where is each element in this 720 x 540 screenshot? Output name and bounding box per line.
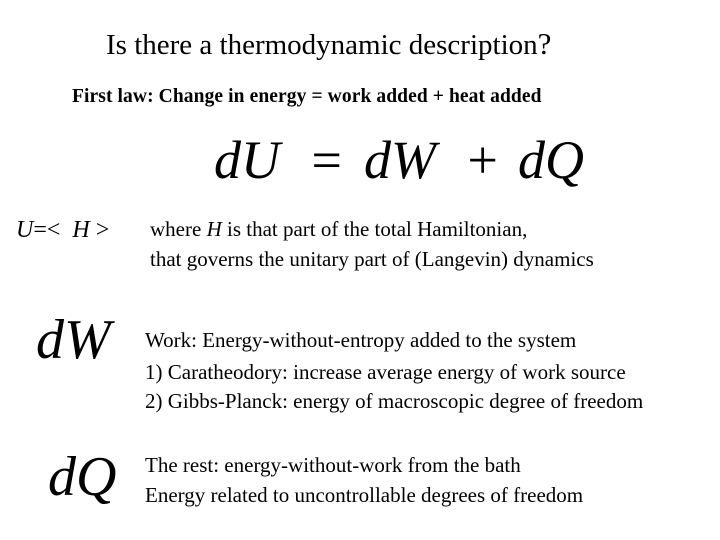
work-line-1: Work: Energy-without-entropy added to the system <box>145 328 577 352</box>
work-line-2: 1) Caratheodory: increase average energy of work source <box>145 360 626 384</box>
heat-line-2: Energy related to uncontrollable degrees of freedom <box>145 483 584 507</box>
work-description <box>145 323 643 416</box>
u-symbol: U <box>16 217 34 243</box>
title-question-mark: ? <box>537 26 552 61</box>
equation-dW: dW <box>364 130 436 190</box>
work-line-3: 2) Gibbs-Planck: energy of macroscopic degree of freedom <box>145 389 644 413</box>
energy-definition <box>16 218 109 242</box>
work-symbol: dW <box>36 309 111 371</box>
first-law-statement: First law: Change in energy = work added + heat added <box>72 86 542 107</box>
equation-dU: dU <box>214 130 280 190</box>
hamiltonian-note-line-1 <box>150 214 594 244</box>
heat-description <box>145 450 583 510</box>
equals-angle: =< <box>33 217 61 243</box>
note-pre: where <box>150 217 207 241</box>
equation-equals: = <box>308 130 345 190</box>
note-h: H <box>206 217 222 241</box>
heat-symbol: dQ <box>48 446 117 508</box>
equation-plus: + <box>464 130 501 190</box>
hamiltonian-note-line-2: that governs the unitary part of (Langevin) dynamics <box>150 247 594 271</box>
title-text: Is there a thermodynamic description <box>106 29 538 61</box>
h-symbol: H <box>72 217 90 243</box>
angle-close: > <box>95 217 110 243</box>
note-post: is that part of the total Hamiltonian, <box>221 217 528 241</box>
hamiltonian-note <box>150 214 594 274</box>
slide-title <box>106 26 551 62</box>
heat-line-1: The rest: energy-without-work from the bath <box>145 453 521 477</box>
equation-dQ: dQ <box>518 130 584 190</box>
